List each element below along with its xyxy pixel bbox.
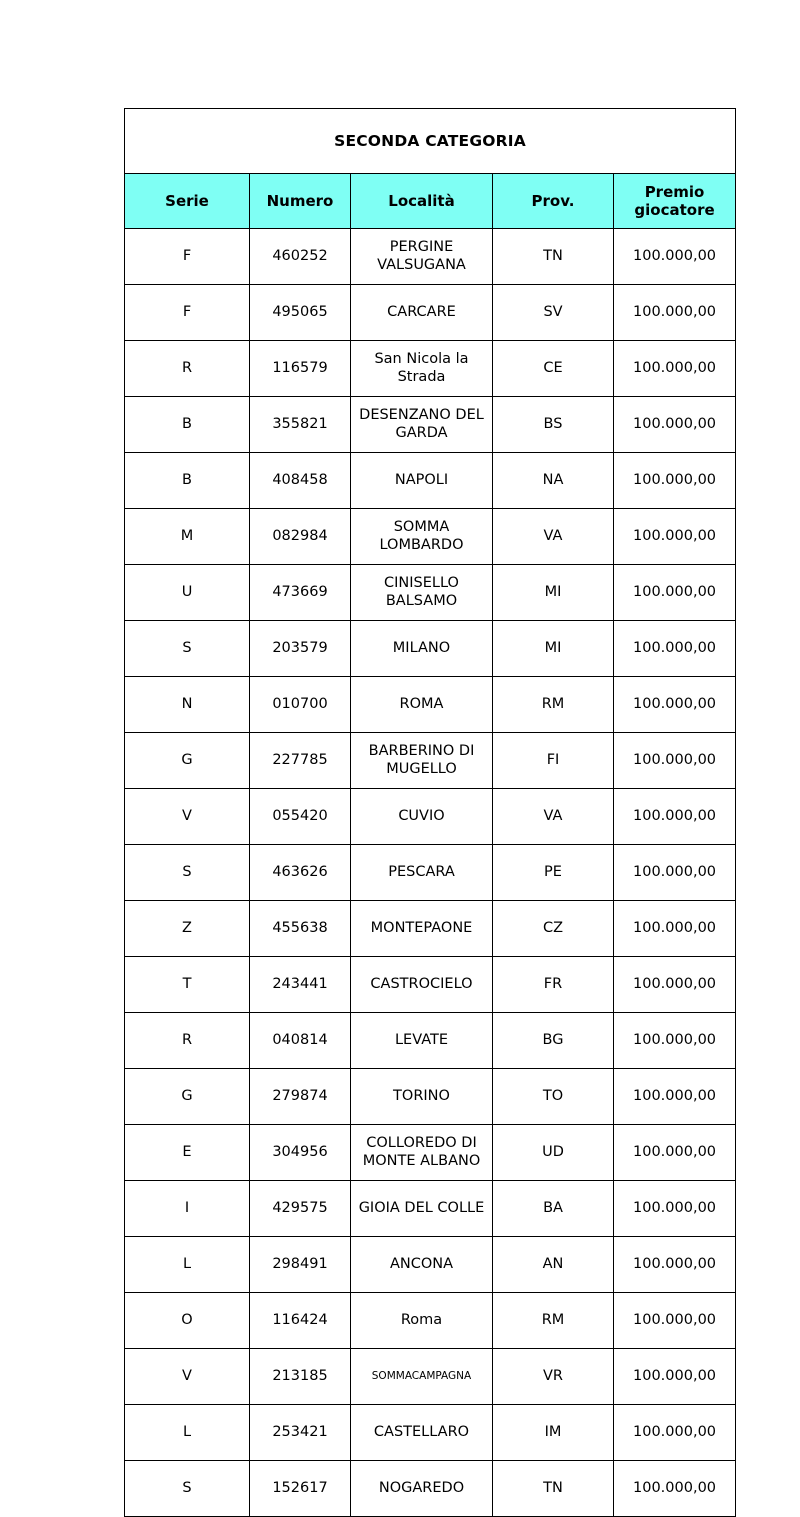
table-row <box>125 1405 736 1461</box>
cell-localita: LEVATE <box>351 1013 493 1069</box>
cell-localita: San Nicola la Strada <box>351 341 493 397</box>
cell-premio: 100.000,00 <box>614 285 736 341</box>
cell-numero: 116424 <box>250 1293 351 1349</box>
table-row <box>125 1461 736 1517</box>
cell-localita: TORINO <box>351 1069 493 1125</box>
prize-table-body <box>125 109 736 1517</box>
cell-localita: GIOIA DEL COLLE <box>351 1181 493 1237</box>
cell-premio: 100.000,00 <box>614 677 736 733</box>
cell-localita: MILANO <box>351 621 493 677</box>
cell-serie: S <box>125 621 250 677</box>
cell-serie: E <box>125 1125 250 1181</box>
cell-numero: 227785 <box>250 733 351 789</box>
cell-numero: 429575 <box>250 1181 351 1237</box>
table-row <box>125 565 736 621</box>
cell-prov: BA <box>493 1181 614 1237</box>
table-row <box>125 509 736 565</box>
cell-serie: S <box>125 845 250 901</box>
table-row <box>125 453 736 509</box>
cell-premio: 100.000,00 <box>614 1013 736 1069</box>
cell-prov: PE <box>493 845 614 901</box>
cell-numero: 243441 <box>250 957 351 1013</box>
cell-localita: COLLOREDO DI MONTE ALBANO <box>351 1125 493 1181</box>
cell-numero: 116579 <box>250 341 351 397</box>
cell-prov: IM <box>493 1405 614 1461</box>
prize-table-container <box>124 108 735 1517</box>
cell-premio: 100.000,00 <box>614 901 736 957</box>
column-header-prov: Prov. <box>493 174 614 229</box>
cell-prov: UD <box>493 1125 614 1181</box>
cell-numero: 355821 <box>250 397 351 453</box>
cell-prov: VR <box>493 1349 614 1405</box>
column-header-localita: Località <box>351 174 493 229</box>
cell-prov: RM <box>493 677 614 733</box>
cell-numero: 460252 <box>250 229 351 285</box>
cell-premio: 100.000,00 <box>614 957 736 1013</box>
cell-prov: FI <box>493 733 614 789</box>
table-row <box>125 901 736 957</box>
cell-prov: TN <box>493 1461 614 1517</box>
table-row <box>125 1293 736 1349</box>
cell-localita: NAPOLI <box>351 453 493 509</box>
cell-premio: 100.000,00 <box>614 1461 736 1517</box>
cell-numero: 304956 <box>250 1125 351 1181</box>
table-row <box>125 1181 736 1237</box>
table-row <box>125 957 736 1013</box>
cell-numero: 203579 <box>250 621 351 677</box>
table-row <box>125 229 736 285</box>
cell-premio: 100.000,00 <box>614 397 736 453</box>
column-header-premio-line2: giocatore <box>634 201 715 219</box>
prize-table <box>124 108 736 1517</box>
cell-localita: CINISELLO BALSAMO <box>351 565 493 621</box>
cell-prov: CZ <box>493 901 614 957</box>
cell-localita: CUVIO <box>351 789 493 845</box>
cell-prov: BG <box>493 1013 614 1069</box>
cell-premio: 100.000,00 <box>614 621 736 677</box>
cell-localita: ANCONA <box>351 1237 493 1293</box>
cell-serie: B <box>125 397 250 453</box>
table-title-row <box>125 109 736 174</box>
cell-serie: V <box>125 789 250 845</box>
cell-prov: NA <box>493 453 614 509</box>
cell-serie: U <box>125 565 250 621</box>
table-row <box>125 733 736 789</box>
cell-premio: 100.000,00 <box>614 1349 736 1405</box>
cell-premio: 100.000,00 <box>614 229 736 285</box>
cell-serie: L <box>125 1405 250 1461</box>
cell-numero: 055420 <box>250 789 351 845</box>
cell-numero: 473669 <box>250 565 351 621</box>
cell-serie: L <box>125 1237 250 1293</box>
cell-premio: 100.000,00 <box>614 1405 736 1461</box>
column-header-numero: Numero <box>250 174 351 229</box>
table-row <box>125 397 736 453</box>
cell-prov: VA <box>493 789 614 845</box>
cell-localita: PERGINE VALSUGANA <box>351 229 493 285</box>
cell-localita: NOGAREDO <box>351 1461 493 1517</box>
cell-serie: R <box>125 1013 250 1069</box>
cell-numero: 152617 <box>250 1461 351 1517</box>
cell-serie: V <box>125 1349 250 1405</box>
cell-premio: 100.000,00 <box>614 845 736 901</box>
cell-prov: MI <box>493 621 614 677</box>
cell-numero: 213185 <box>250 1349 351 1405</box>
cell-numero: 082984 <box>250 509 351 565</box>
cell-localita: SOMMA LOMBARDO <box>351 509 493 565</box>
cell-premio: 100.000,00 <box>614 341 736 397</box>
cell-numero: 010700 <box>250 677 351 733</box>
table-row <box>125 1013 736 1069</box>
cell-serie: S <box>125 1461 250 1517</box>
cell-premio: 100.000,00 <box>614 1293 736 1349</box>
cell-numero: 408458 <box>250 453 351 509</box>
cell-localita: DESENZANO DEL GARDA <box>351 397 493 453</box>
cell-localita: SOMMACAMPAGNA <box>351 1349 493 1405</box>
column-header-premio <box>614 174 736 229</box>
table-row <box>125 1237 736 1293</box>
cell-premio: 100.000,00 <box>614 1181 736 1237</box>
cell-serie: O <box>125 1293 250 1349</box>
cell-prov: AN <box>493 1237 614 1293</box>
column-header-serie: Serie <box>125 174 250 229</box>
cell-premio: 100.000,00 <box>614 453 736 509</box>
cell-numero: 279874 <box>250 1069 351 1125</box>
table-row <box>125 677 736 733</box>
table-row <box>125 621 736 677</box>
cell-localita: Roma <box>351 1293 493 1349</box>
cell-serie: N <box>125 677 250 733</box>
cell-serie: R <box>125 341 250 397</box>
cell-localita: CARCARE <box>351 285 493 341</box>
cell-premio: 100.000,00 <box>614 565 736 621</box>
cell-prov: SV <box>493 285 614 341</box>
cell-prov: MI <box>493 565 614 621</box>
cell-prov: CE <box>493 341 614 397</box>
table-row <box>125 1069 736 1125</box>
table-row <box>125 845 736 901</box>
table-row <box>125 1125 736 1181</box>
cell-prov: FR <box>493 957 614 1013</box>
cell-premio: 100.000,00 <box>614 1237 736 1293</box>
cell-serie: I <box>125 1181 250 1237</box>
cell-serie: B <box>125 453 250 509</box>
cell-prov: VA <box>493 509 614 565</box>
cell-premio: 100.000,00 <box>614 733 736 789</box>
cell-localita: ROMA <box>351 677 493 733</box>
table-header-row <box>125 174 736 229</box>
cell-prov: BS <box>493 397 614 453</box>
cell-localita: CASTELLARO <box>351 1405 493 1461</box>
cell-premio: 100.000,00 <box>614 1125 736 1181</box>
cell-localita: CASTROCIELO <box>351 957 493 1013</box>
table-row <box>125 789 736 845</box>
table-row <box>125 285 736 341</box>
cell-premio: 100.000,00 <box>614 1069 736 1125</box>
cell-serie: F <box>125 285 250 341</box>
cell-prov: TN <box>493 229 614 285</box>
cell-prov: RM <box>493 1293 614 1349</box>
cell-serie: G <box>125 733 250 789</box>
cell-localita: PESCARA <box>351 845 493 901</box>
table-row <box>125 341 736 397</box>
table-title: SECONDA CATEGORIA <box>125 109 736 174</box>
cell-premio: 100.000,00 <box>614 509 736 565</box>
cell-serie: Z <box>125 901 250 957</box>
cell-numero: 495065 <box>250 285 351 341</box>
cell-numero: 253421 <box>250 1405 351 1461</box>
cell-serie: M <box>125 509 250 565</box>
column-header-premio-line1: Premio <box>644 183 705 201</box>
cell-numero: 455638 <box>250 901 351 957</box>
cell-numero: 463626 <box>250 845 351 901</box>
cell-numero: 298491 <box>250 1237 351 1293</box>
cell-prov: TO <box>493 1069 614 1125</box>
cell-serie: F <box>125 229 250 285</box>
cell-serie: G <box>125 1069 250 1125</box>
cell-premio: 100.000,00 <box>614 789 736 845</box>
cell-localita: BARBERINO DI MUGELLO <box>351 733 493 789</box>
cell-localita: MONTEPAONE <box>351 901 493 957</box>
cell-serie: T <box>125 957 250 1013</box>
cell-numero: 040814 <box>250 1013 351 1069</box>
table-row <box>125 1349 736 1405</box>
